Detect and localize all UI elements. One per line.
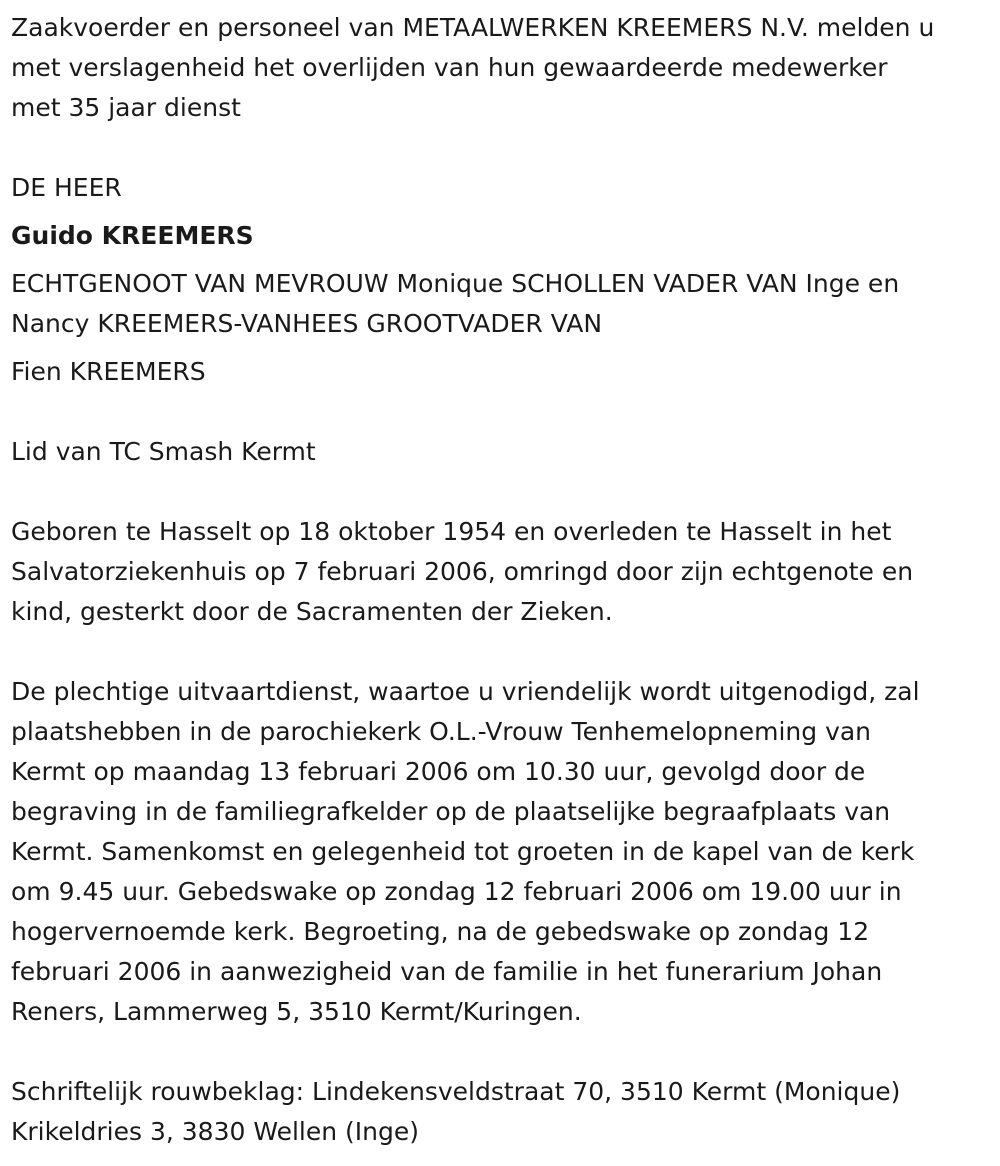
condolence-line: Schriftelijk rouwbeklag: Lindekensveldstraat 70, 3510 Kermt (Monique) [11,1077,901,1106]
birth-death-line: Salvatorziekenhuis op 7 februari 2006, omringd door zijn echtgenote en [11,557,914,586]
intro-line: Zaakvoerder en personeel van METAALWERKEN KREEMERS N.V. melden u [11,13,935,42]
intro-line: met 35 jaar dienst [11,93,241,122]
relations-paragraph [11,264,990,344]
intro-line: met verslagenheid het overlijden van hun gewaardeerde medewerker [11,53,888,82]
birth-death-paragraph [11,512,990,632]
funeral-line: De plechtige uitvaartdienst, waartoe u vriendelijk wordt uitgenodigd, zal [11,677,920,706]
grandchild-name: Fien KREEMERS [11,357,206,386]
honorific-title: DE HEER [11,173,122,202]
birth-death-line: kind, gesterkt door de Sacramenten der Zieken. [11,597,613,626]
funeral-line: plaatshebben in de parochiekerk O.L.-Vrouw Tenhemelopneming van [11,717,872,746]
funeral-line: om 9.45 uur. Gebedswake op zondag 12 februari 2006 om 19.00 uur in [11,877,902,906]
condolence-paragraph [11,1072,990,1152]
birth-death-line: Geboren te Hasselt op 18 oktober 1954 en overleden te Hasselt in het [11,517,892,546]
condolence-line: Krikeldries 3, 3830 Wellen (Inge) [11,1117,420,1146]
intro-paragraph [11,8,990,128]
funeral-line: hogervernoemde kerk. Begroeting, na de gebedswake op zondag 12 [11,917,870,946]
relations-line: Nancy KREEMERS-VANHEES GROOTVADER VAN [11,309,603,338]
funeral-line: Reners, Lammerweg 5, 3510 Kermt/Kuringen. [11,997,582,1026]
funeral-line: Kermt. Samenkomst en gelegenheid tot groeten in de kapel van de kerk [11,837,915,866]
deceased-name: Guido KREEMERS [11,221,254,250]
membership-line: Lid van TC Smash Kermt [11,437,316,466]
funeral-paragraph [11,672,990,1032]
funeral-line: begraving in de familiegrafkelder op de plaatselijke begraafplaats van [11,797,891,826]
funeral-line: Kermt op maandag 13 februari 2006 om 10.30 uur, gevolgd door de [11,757,866,786]
relations-line: ECHTGENOOT VAN MEVROUW Monique SCHOLLEN VADER VAN Inge en [11,269,900,298]
funeral-line: februari 2006 in aanwezigheid van de familie in het funerarium Johan [11,957,883,986]
